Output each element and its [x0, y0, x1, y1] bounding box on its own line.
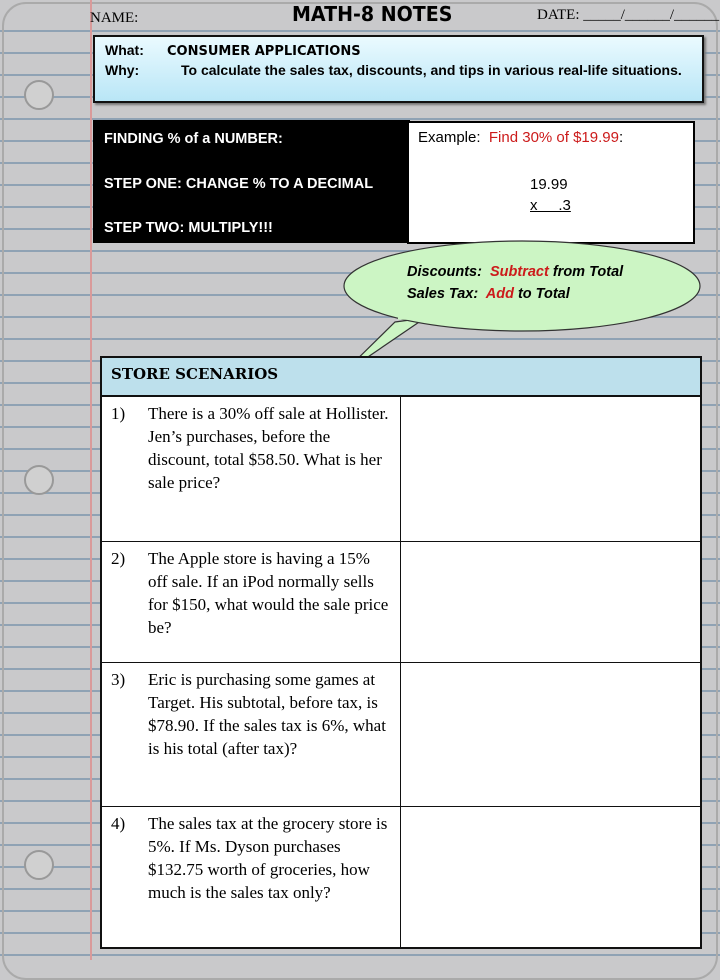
table-header: STORE SCENARIOS [102, 358, 700, 397]
example-label: Example: [418, 129, 481, 146]
question-text: There is a 30% off sale at Hollister. Jen’s purchases, before the discount, total $58.50. What is her sale price? [148, 404, 389, 492]
discounts-action: Subtract [489, 264, 549, 280]
steps-heading: FINDING % of a NUMBER: [104, 131, 283, 147]
page-title: MATH-8 NOTES [292, 2, 453, 26]
calc-line-2: x .3 [530, 197, 571, 214]
step-two: STEP TWO: MULTIPLY!!! [104, 220, 273, 236]
answer-cell [401, 807, 700, 949]
question-number: 3) [111, 670, 126, 689]
answer-cell [401, 663, 700, 806]
why-label: Why: [105, 62, 140, 78]
tax-label: Sales Tax: [407, 286, 479, 302]
name-label: NAME: [90, 10, 139, 26]
example-colon: : [618, 129, 624, 146]
question-text: Eric is purchasing some games at Target. His subtotal, before tax, is $78.90. If the sales tax is 6%, what is his total (after tax)? [148, 670, 386, 758]
binder-hole [24, 850, 54, 880]
table-row [102, 397, 700, 542]
tax-rest: to Total [517, 286, 570, 302]
speech-bubble [0, 0, 720, 400]
question-number: 1) [111, 404, 126, 423]
what-value: CONSUMER APPLICATIONS [167, 44, 361, 59]
example-prompt: Find 30% of $19.99 [488, 129, 619, 146]
step-one: STEP ONE: CHANGE % TO A DECIMAL [104, 175, 374, 192]
answer-cell [401, 397, 700, 541]
question-text: The sales tax at the grocery store is 5%. If Ms. Dyson purchases $132.75 worth of groceries, how much is the sales tax only? [148, 814, 388, 902]
store-scenarios-table [100, 356, 702, 949]
question-number: 4) [111, 814, 126, 833]
callout-text [407, 261, 623, 305]
why-value: To calculate the sales tax, discounts, and tips in various real-life situations. [181, 62, 682, 78]
tax-action: Add [485, 286, 514, 302]
discounts-label: Discounts: [407, 264, 482, 280]
question-text: The Apple store is having a 15% off sale. If an iPod normally sells for $150, what would the sale price be? [148, 549, 389, 637]
table-row [102, 663, 700, 807]
table-row [102, 807, 700, 949]
date-label: DATE: _____/______/______ [537, 7, 720, 23]
question-number: 2) [111, 549, 126, 568]
answer-cell [401, 542, 700, 662]
table-row [102, 542, 700, 663]
binder-hole [24, 465, 54, 495]
calc-line-1: 19.99 [530, 176, 568, 193]
what-label: What: [105, 42, 144, 58]
discounts-rest: from Total [552, 264, 624, 280]
